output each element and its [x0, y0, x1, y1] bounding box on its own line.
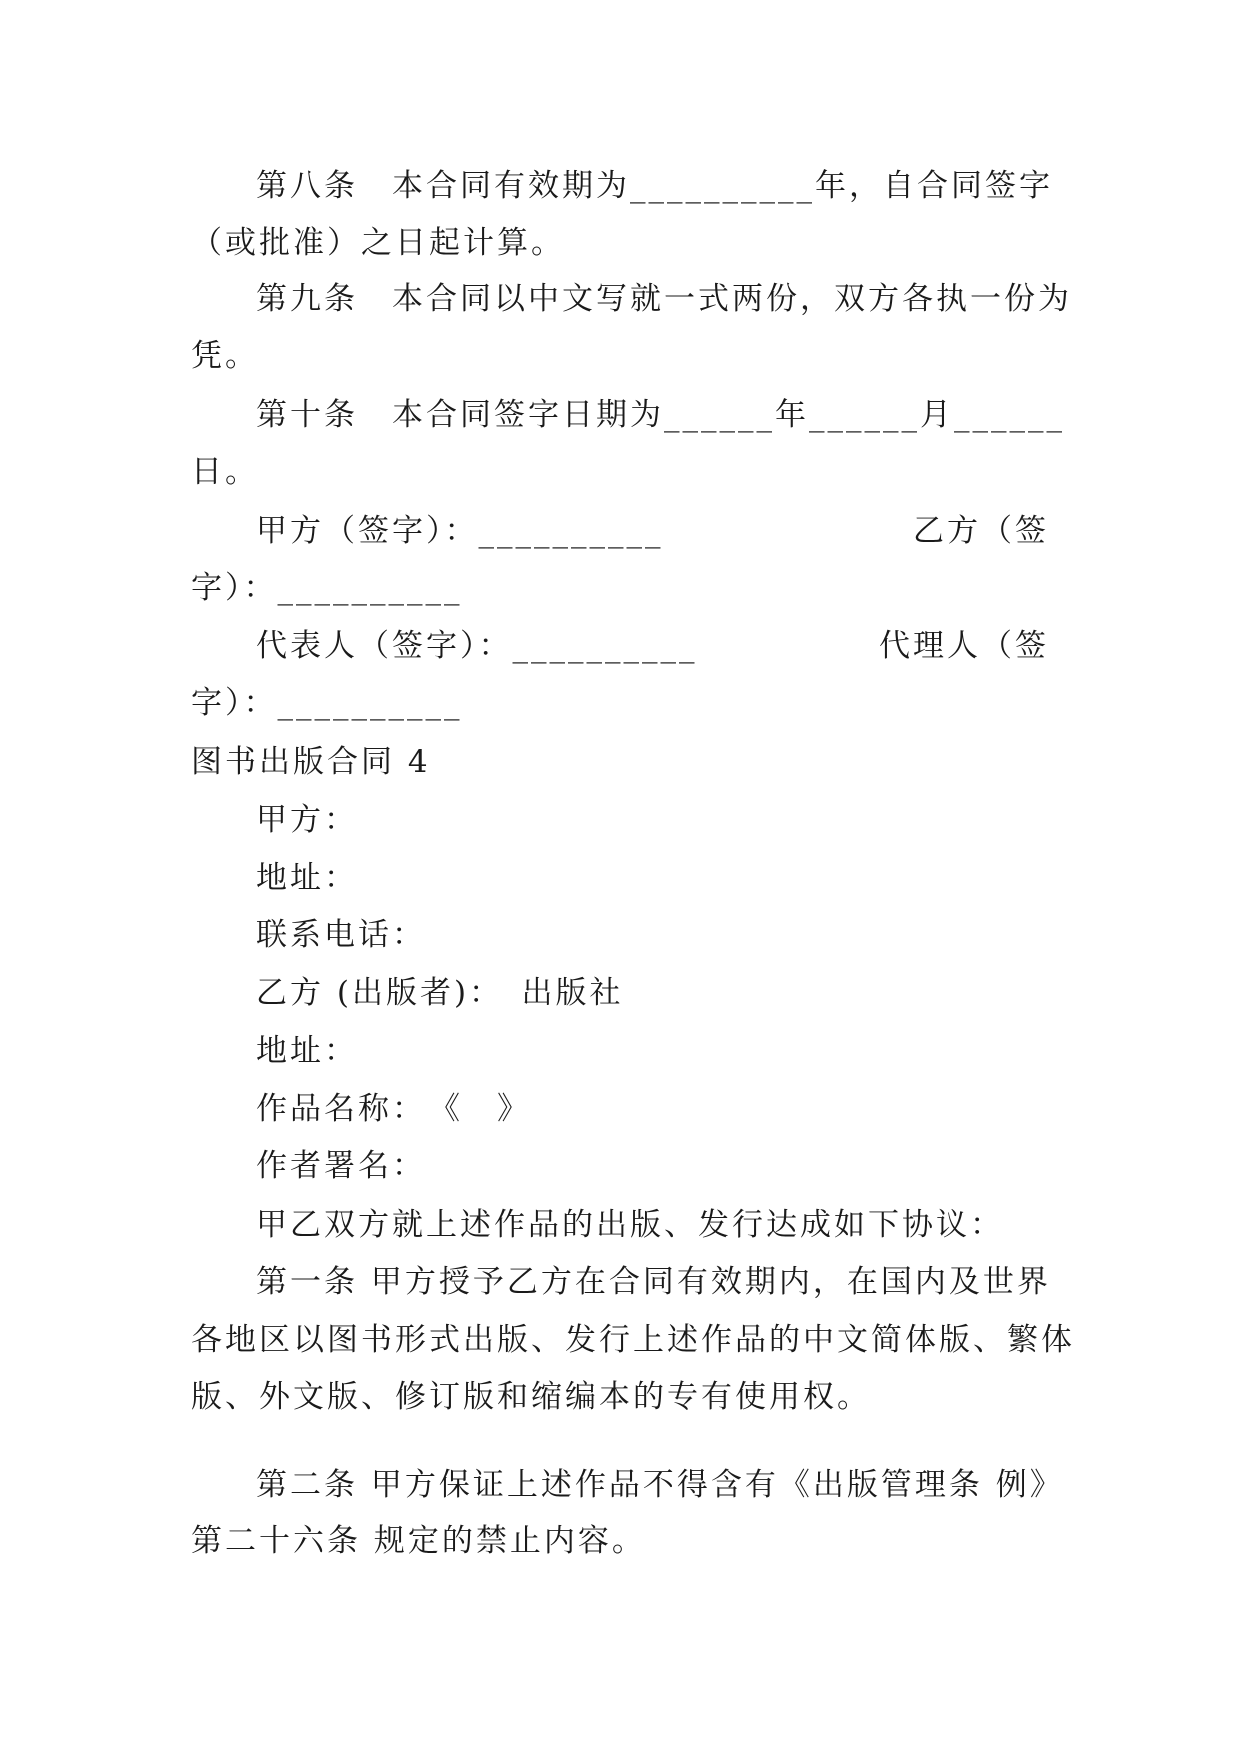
work-title-field: 作品名称： 《 》 — [256, 1091, 531, 1127]
article-8-line-1: 第八条 本合同有效期为__________年，自合同签字 — [256, 168, 1053, 204]
article-9-line-1: 第九条 本合同以中文写就一式两份，双方各执一份为 — [256, 281, 1072, 317]
author-signature-field: 作者署名： — [256, 1148, 426, 1184]
agreement-intro: 甲乙双方就上述作品的出版、发行达成如下协议： — [256, 1207, 1004, 1243]
signature-row-party-a — [256, 502, 1049, 560]
party-b-field: 乙方 (出版者)： 出版社 — [256, 975, 624, 1011]
article-8-line-2: （或批准）之日起计算。 — [191, 225, 565, 261]
article-2-line-2: 第二十六条 规定的禁止内容。 — [191, 1523, 646, 1559]
article-10-line-2: 日。 — [191, 454, 259, 490]
article-2-line-1: 第二条 甲方保证上述作品不得含有《出版管理条 例》 — [256, 1467, 1064, 1503]
address-field-2: 地址： — [256, 1033, 358, 1069]
agent-signature-line: 字）：__________ — [191, 685, 463, 721]
signature-row-representative — [256, 617, 1049, 675]
article-1-line-2: 各地区以图书形式出版、发行上述作品的中文简体版、繁体 — [191, 1322, 1075, 1358]
agent-signature-label: 代理人（签 — [879, 628, 1049, 664]
phone-field: 联系电话： — [256, 917, 426, 953]
party-b-signature-label: 乙方（签 — [913, 513, 1049, 549]
party-a-field: 甲方： — [256, 802, 358, 838]
address-field: 地址： — [256, 860, 358, 896]
article-9-line-2: 凭。 — [191, 338, 259, 374]
article-1-line-1: 第一条 甲方授予乙方在合同有效期内，在国内及世界 — [256, 1264, 1051, 1300]
article-10-line-1: 第十条 本合同签字日期为______年______月______ — [256, 397, 1065, 433]
party-a-signature-label: 甲方（签字）：__________ — [256, 513, 664, 549]
article-1-line-3: 版、外文版、修订版和缩编本的专有使用权。 — [191, 1379, 871, 1415]
contract-title: 图书出版合同 4 — [191, 744, 431, 780]
party-b-signature-line: 字）：__________ — [191, 570, 463, 606]
representative-signature-label: 代表人（签字）：__________ — [256, 628, 698, 664]
